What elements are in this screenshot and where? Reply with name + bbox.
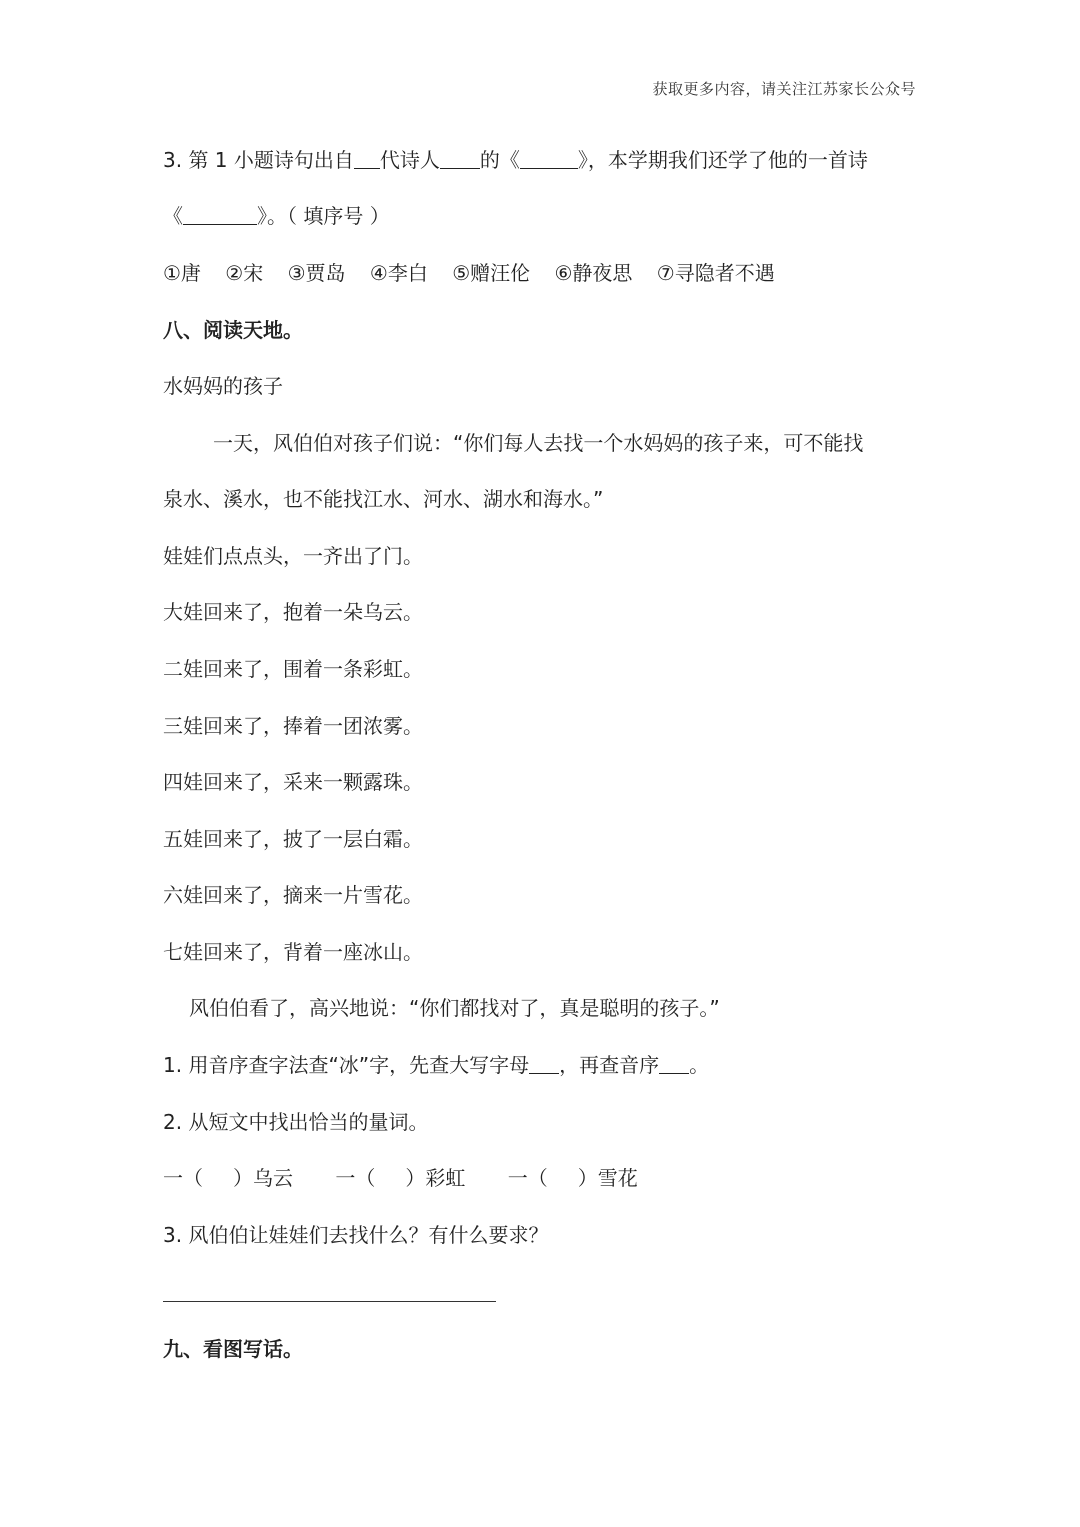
q1-text-1: 1. 用音序查字法查“冰”字，先查大写字母: [163, 1053, 530, 1077]
prev-q3-text-3: 的《: [479, 148, 520, 172]
story-line-8: 五娃回来了，披了一层白霜。: [163, 827, 423, 851]
mw1-post: ）乌云: [233, 1166, 293, 1190]
section-8-title: 八、阅读天地。: [163, 318, 303, 342]
measure-word-item-1: [163, 1166, 293, 1190]
option-1: ①唐: [163, 261, 201, 285]
option-7: ⑦寻隐者不遇: [656, 261, 775, 285]
header-note: 获取更多内容，请关注江苏家长公众号: [652, 80, 916, 98]
story-line-1: 一天，风伯伯对孩子们说：“你们每人去找一个水妈妈的孩子来，可不能找: [213, 431, 864, 455]
story-line-5: 二娃回来了，围着一条彩虹。: [163, 657, 423, 681]
option-2: ②宋: [225, 261, 264, 285]
story-line-7: 四娃回来了，采来一颗露珠。: [163, 770, 423, 794]
section-9-title: 九、看图写话。: [163, 1337, 303, 1361]
story-line-10: 七娃回来了，背着一座冰山。: [163, 940, 423, 964]
option-6: ⑥静夜思: [554, 261, 633, 285]
story-line-4: 大娃回来了，抱着一朵乌云。: [163, 600, 423, 624]
blank-phonetic-order[interactable]: [659, 1053, 689, 1074]
options-row: [163, 258, 793, 288]
question-3: 3. 风伯伯让娃娃们去找什么？有什么要求？: [163, 1223, 549, 1247]
prev-question-3-line1: [163, 145, 868, 175]
question-1: [163, 1050, 709, 1080]
measure-word-item-3: [508, 1166, 638, 1190]
blank-capital-letter[interactable]: [529, 1053, 559, 1074]
prev-q3-text-6: 》。（ 填序号 ）: [257, 204, 390, 228]
prev-q3-text-4: 》，本学期我们还学了他的一首诗: [577, 148, 868, 172]
mw2-pre: 一（: [335, 1166, 376, 1190]
story-line-9: 六娃回来了，摘来一片雪花。: [163, 883, 423, 907]
option-3: ③贾岛: [287, 261, 346, 285]
story-line-11: 风伯伯看了，高兴地说：“你们都找对了，真是聪明的孩子。”: [189, 996, 720, 1020]
q1-text-3: 。: [689, 1053, 710, 1077]
q1-text-2: ，再查音序: [559, 1053, 660, 1077]
prev-q3-text-1: 3. 第 1 小题诗句出自: [163, 148, 354, 172]
option-4: ④李白: [369, 261, 428, 285]
story-line-6: 三娃回来了，捧着一团浓雾。: [163, 714, 423, 738]
mw3-post: ）雪花: [577, 1166, 638, 1190]
measure-word-row: [163, 1163, 638, 1193]
story-line-3: 娃娃们点点头，一齐出了门。: [163, 544, 423, 568]
story-title: 水妈妈的孩子: [163, 374, 283, 398]
blank-dynasty[interactable]: [354, 148, 380, 169]
answer-line[interactable]: [163, 1301, 496, 1302]
option-5: ⑤赠汪伦: [452, 261, 531, 285]
mw1-pre: 一（: [163, 1166, 203, 1190]
mw3-pre: 一（: [507, 1166, 548, 1190]
blank-poet[interactable]: [440, 148, 480, 169]
prev-q3-text-5: 《: [163, 204, 183, 228]
mw2-post: ）彩虹: [405, 1166, 466, 1190]
question-2: 2. 从短文中找出恰当的量词。: [163, 1110, 429, 1134]
prev-q3-text-2: 代诗人: [379, 148, 440, 172]
blank-other-poem[interactable]: [183, 204, 257, 225]
story-line-2: 泉水、溪水，也不能找江水、河水、湖水和海水。”: [163, 487, 604, 511]
prev-question-3-line2: [163, 201, 390, 231]
blank-poem-title[interactable]: [520, 148, 578, 169]
measure-word-item-2: [335, 1166, 465, 1190]
